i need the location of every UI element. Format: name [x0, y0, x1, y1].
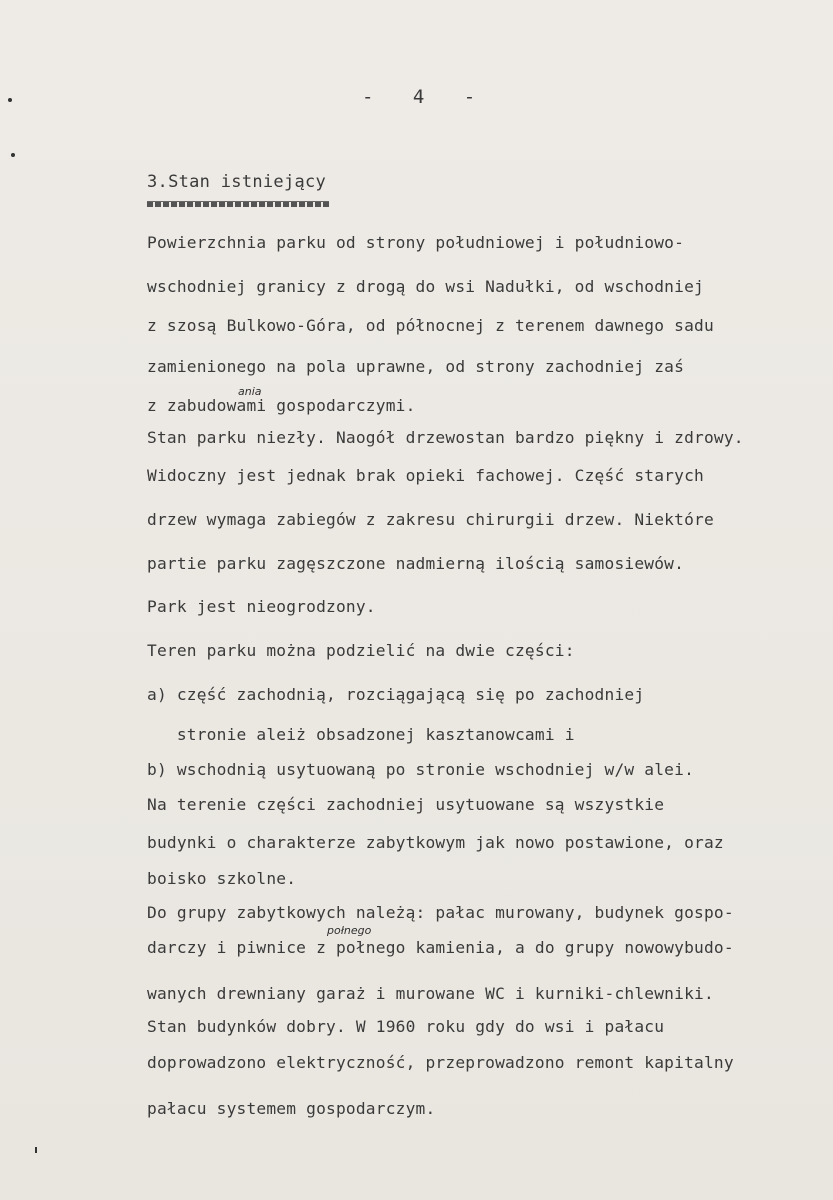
- text-line: darczy i piwnice z połnego kamienia, a do grupy nowowybudo-: [147, 938, 734, 957]
- section-heading: 3.Stan istniejący: [147, 172, 327, 192]
- margin-mark: [35, 1147, 37, 1153]
- text-line: Park jest nieogrodzony.: [147, 597, 376, 616]
- text-line: doprowadzono elektryczność, przeprowadzono remont kapitalny: [147, 1053, 734, 1072]
- text-line: partie parku zagęszczone nadmierną ilością samosiewów.: [147, 554, 685, 573]
- text-line: drzew wymaga zabiegów z zakresu chirurgii drzew. Niektóre: [147, 510, 714, 529]
- text-line: z szosą Bulkowo-Góra, od północnej z terenem dawnego sadu: [147, 316, 714, 335]
- text-line: Teren parku można podzielić na dwie części:: [147, 641, 575, 660]
- text-line: budynki o charakterze zabytkowym jak nowo postawione, oraz: [147, 833, 724, 852]
- text-line: z zabudowami gospodarczymi.: [147, 396, 416, 415]
- text-line: a) część zachodnią, rozciągającą się po zachodniej: [147, 685, 645, 704]
- heading-underline: [147, 201, 329, 207]
- page-number: - 4 -: [362, 86, 490, 108]
- handwritten-correction: ania: [238, 385, 262, 398]
- text-line: Widoczny jest jednak brak opieki fachowej. Część starych: [147, 466, 704, 485]
- text-line: Stan parku niezły. Naogół drzewostan bardzo piękny i zdrowy.: [147, 428, 744, 447]
- margin-mark: [11, 153, 15, 157]
- text-line: pałacu systemem gospodarczym.: [147, 1099, 436, 1118]
- margin-mark: [8, 98, 12, 102]
- handwritten-correction: połnego: [327, 924, 372, 937]
- text-line: wschodniej granicy z drogą do wsi Nadułki, od wschodniej: [147, 277, 704, 296]
- text-line: wanych drewniany garaż i murowane WC i kurniki-chlewniki.: [147, 984, 714, 1003]
- text-line: Stan budynków dobry. W 1960 roku gdy do wsi i pałacu: [147, 1017, 665, 1036]
- text-line: Do grupy zabytkowych należą: pałac murowany, budynek gospo-: [147, 903, 734, 922]
- text-line: stronie aleiż obsadzonej kasztanowcami i: [147, 725, 575, 744]
- text-line: zamienionego na pola uprawne, od strony zachodniej zaś: [147, 357, 685, 376]
- text-line: boisko szkolne.: [147, 869, 297, 888]
- text-line: b) wschodnią usytuowaną po stronie wschodniej w/w alei.: [147, 760, 695, 779]
- text-line: Na terenie części zachodniej usytuowane są wszystkie: [147, 795, 665, 814]
- text-line: Powierzchnia parku od strony południowej i południowo-: [147, 233, 685, 252]
